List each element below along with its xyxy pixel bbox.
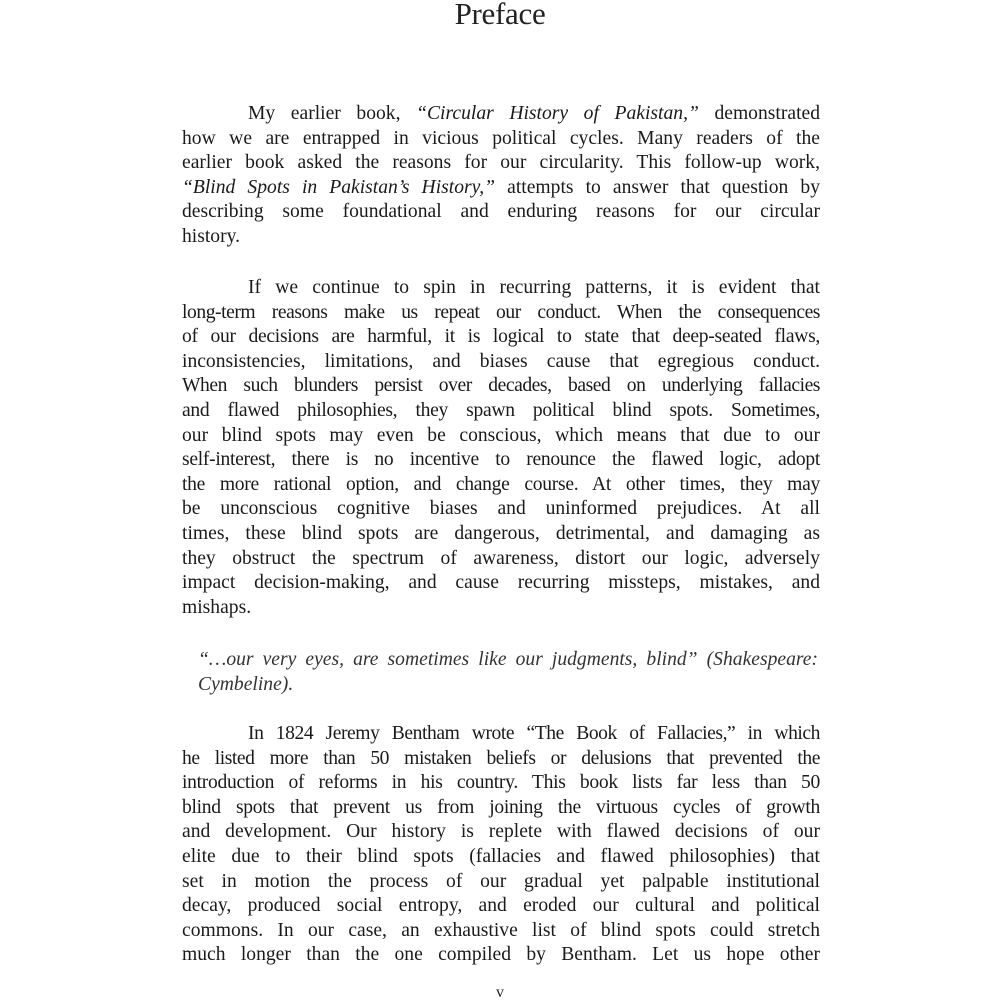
page-number: v [496,984,504,1001]
text-line: inconsistencies, limitations, and biases cause that egregious conduct. [182,350,820,372]
text-line: introduction of reforms in his country. This book lists far less than 50 [182,772,820,794]
book-title-circular-history: “Circular History of Pakistan,” [416,103,699,124]
text-line: When such blunders persist over decades, based on underlying fallacies [182,375,820,397]
text-line: mishaps. [182,596,252,618]
text-line: earlier book asked the reasons for our circularity. This follow-up work, [182,152,820,174]
text-line: commons. In our case, an exhaustive list of blind spots could stretch [182,919,820,941]
text-line: If we continue to spin in recurring patterns, it is evident that [248,277,820,298]
text-line: of our decisions are harmful, it is logical to state that deep-seated flaws, [182,326,820,348]
text-line: decay, produced social entropy, and eroded our cultural and political [182,895,820,917]
text-line: be unconscious cognitive biases and uninformed prejudices. At all [182,498,820,520]
quote-line: “…our very eyes, are sometimes like our judgments, blind” (Shakespeare: [198,649,818,670]
text-line: and flawed philosophies, they spawn political blind spots. Sometimes, [182,399,820,421]
text-line: the more rational option, and change course. At other times, they may [182,473,820,495]
text-line: elite due to their blind spots (fallacies and flawed philosophies) that [182,845,820,867]
text-line: “Blind Spots in Pakistan’s History,” attempts to answer that question by [182,176,820,198]
text-line: impact decision-making, and cause recurring missteps, mistakes, and [182,572,820,594]
paragraph-2 [182,276,820,620]
page-title: Preface [454,0,546,31]
block-quote [198,648,818,697]
text-line: In 1824 Jeremy Bentham wrote “The Book of Fallacies,” in which [248,723,820,744]
text-line: set in motion the process of our gradual yet palpable institutional [182,870,820,892]
text-line: times, these blind spots are dangerous, detrimental, and damaging as [182,522,820,544]
text-line: they obstruct the spectrum of awareness, distort our logic, adversely [182,547,820,569]
paragraph-3 [182,722,820,968]
text-line: our blind spots may even be conscious, which means that due to our [182,424,820,446]
text-line: much longer than the one compiled by Bentham. Let us hope other [182,944,820,966]
text-line: history. [182,225,241,247]
quote-line: Cymbeline). [198,673,294,695]
text-line: and development. Our history is replete with flawed decisions of our [182,821,820,843]
text-line: blind spots that prevent us from joining the virtuous cycles of growth [182,796,820,818]
text-line: describing some foundational and enduring reasons for our circular [182,201,820,223]
text-line: how we are entrapped in vicious political cycles. Many readers of the [182,127,820,149]
text-line: he listed more than 50 mistaken beliefs or delusions that prevented the [182,747,820,769]
text-line: self-interest, there is no incentive to renounce the flawed logic, adopt [182,449,820,471]
book-title-blind-spots: “Blind Spots in Pakistan’s History,” [182,176,496,198]
text-line: My earlier book, “Circular History of Pakistan,” demonstrated [248,103,821,124]
paragraph-1 [182,102,820,250]
text-line: long-term reasons make us repeat our conduct. When the consequences [182,301,820,323]
